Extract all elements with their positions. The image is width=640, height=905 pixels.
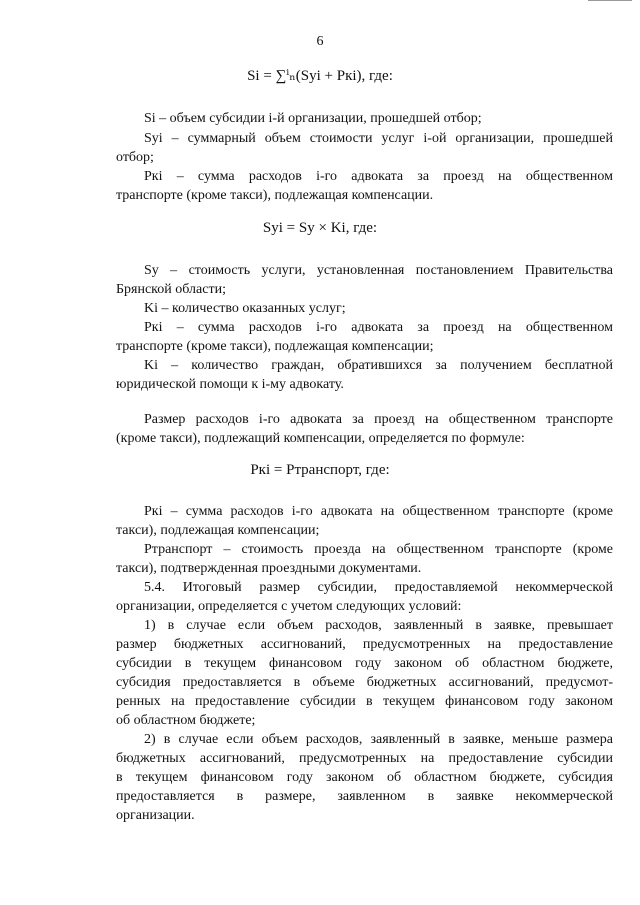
text-line: Pтранспорт – стоимость проезда на общественном транспорте (кроме (144, 542, 613, 557)
text-line: Pкi – сумма расходов i-го адвоката за проезд на общественном (144, 320, 613, 335)
text-line: Брянской области; (116, 282, 226, 297)
text-line: юридической помощи к i-му адвокату. (116, 377, 344, 392)
text-line: Si – объем субсидии i-й организации, прошедшей отбор; (144, 111, 482, 126)
text-line: 1) в случае если объем расходов, заявленный в заявке, превышает (144, 618, 613, 633)
text-line: транспорте (кроме такси), подлежащая компенсации. (116, 188, 434, 203)
text-line: Размер расходов i-го адвоката за проезд на общественном транспорте (144, 412, 613, 427)
text-line: об областном бюджете; (116, 713, 256, 728)
text-line: такси), подтвержденная проездными документами. (116, 561, 422, 576)
formula-transport-cost: Pкi = Pтранспорт, где: (250, 462, 390, 478)
text-line: такси), подлежащая компенсации; (116, 523, 320, 538)
text-line: транспорте (кроме такси), подлежащая компенсации; (116, 339, 434, 354)
text-line: Pкi – сумма расходов i-го адвоката на общественном транспорте (кроме (144, 504, 613, 519)
text-line: (кроме такси), подлежащий компенсации, определяется по формуле: (116, 431, 525, 446)
text-line: субсидии в текущем финансовом году законом об областном бюджете, (116, 656, 613, 671)
text-line: Sуi – суммарный объем стоимости услуг i-ой организации, прошедшей (144, 131, 613, 146)
text-line: организации. (116, 808, 195, 823)
formula-service-cost: Sуi = Sу × Ki, где: (262, 220, 378, 236)
text-line: отбор; (116, 150, 154, 165)
text-line: Ki – количество оказанных услуг; (144, 301, 346, 316)
text-line: ренных на предоставление субсидии в текущем финансовом году законом (116, 694, 613, 709)
text-line: 2) в случае если объем расходов, заявленный в заявке, меньше размера (144, 732, 613, 747)
text-line: в текущем финансовом году законом об областном бюджете, субсидия (116, 770, 613, 785)
text-line: размер бюджетных ассигнований, предусмотренных на предоставление (116, 637, 613, 652)
text-line: 5.4. Итоговый размер субсидии, предоставляемой некоммерческой (144, 580, 613, 595)
text-line: предоставляется в размере, заявленном в заявке некоммерческой (116, 789, 613, 804)
text-line: Ki – количество граждан, обратившихся за получением бесплатной (144, 358, 613, 373)
formula-subsidy: Si = ∑ⁱₙ(Sуi + Pкi), где: (247, 68, 393, 84)
scan-mark (588, 0, 632, 4)
text-line: субсидия предоставляется в объеме бюджетных ассигнований, предусмот- (116, 675, 613, 690)
text-line: Pкi – сумма расходов i-го адвоката за проезд на общественном (144, 169, 613, 184)
text-line: бюджетных ассигнований, предусмотренных на предоставление субсидии (116, 751, 613, 766)
text-line: организации, определяется с учетом следующих условий: (116, 599, 462, 614)
page-number: 6 (316, 34, 324, 49)
text-line: Sу – стоимость услуги, установленная постановлением Правительства (144, 263, 613, 278)
